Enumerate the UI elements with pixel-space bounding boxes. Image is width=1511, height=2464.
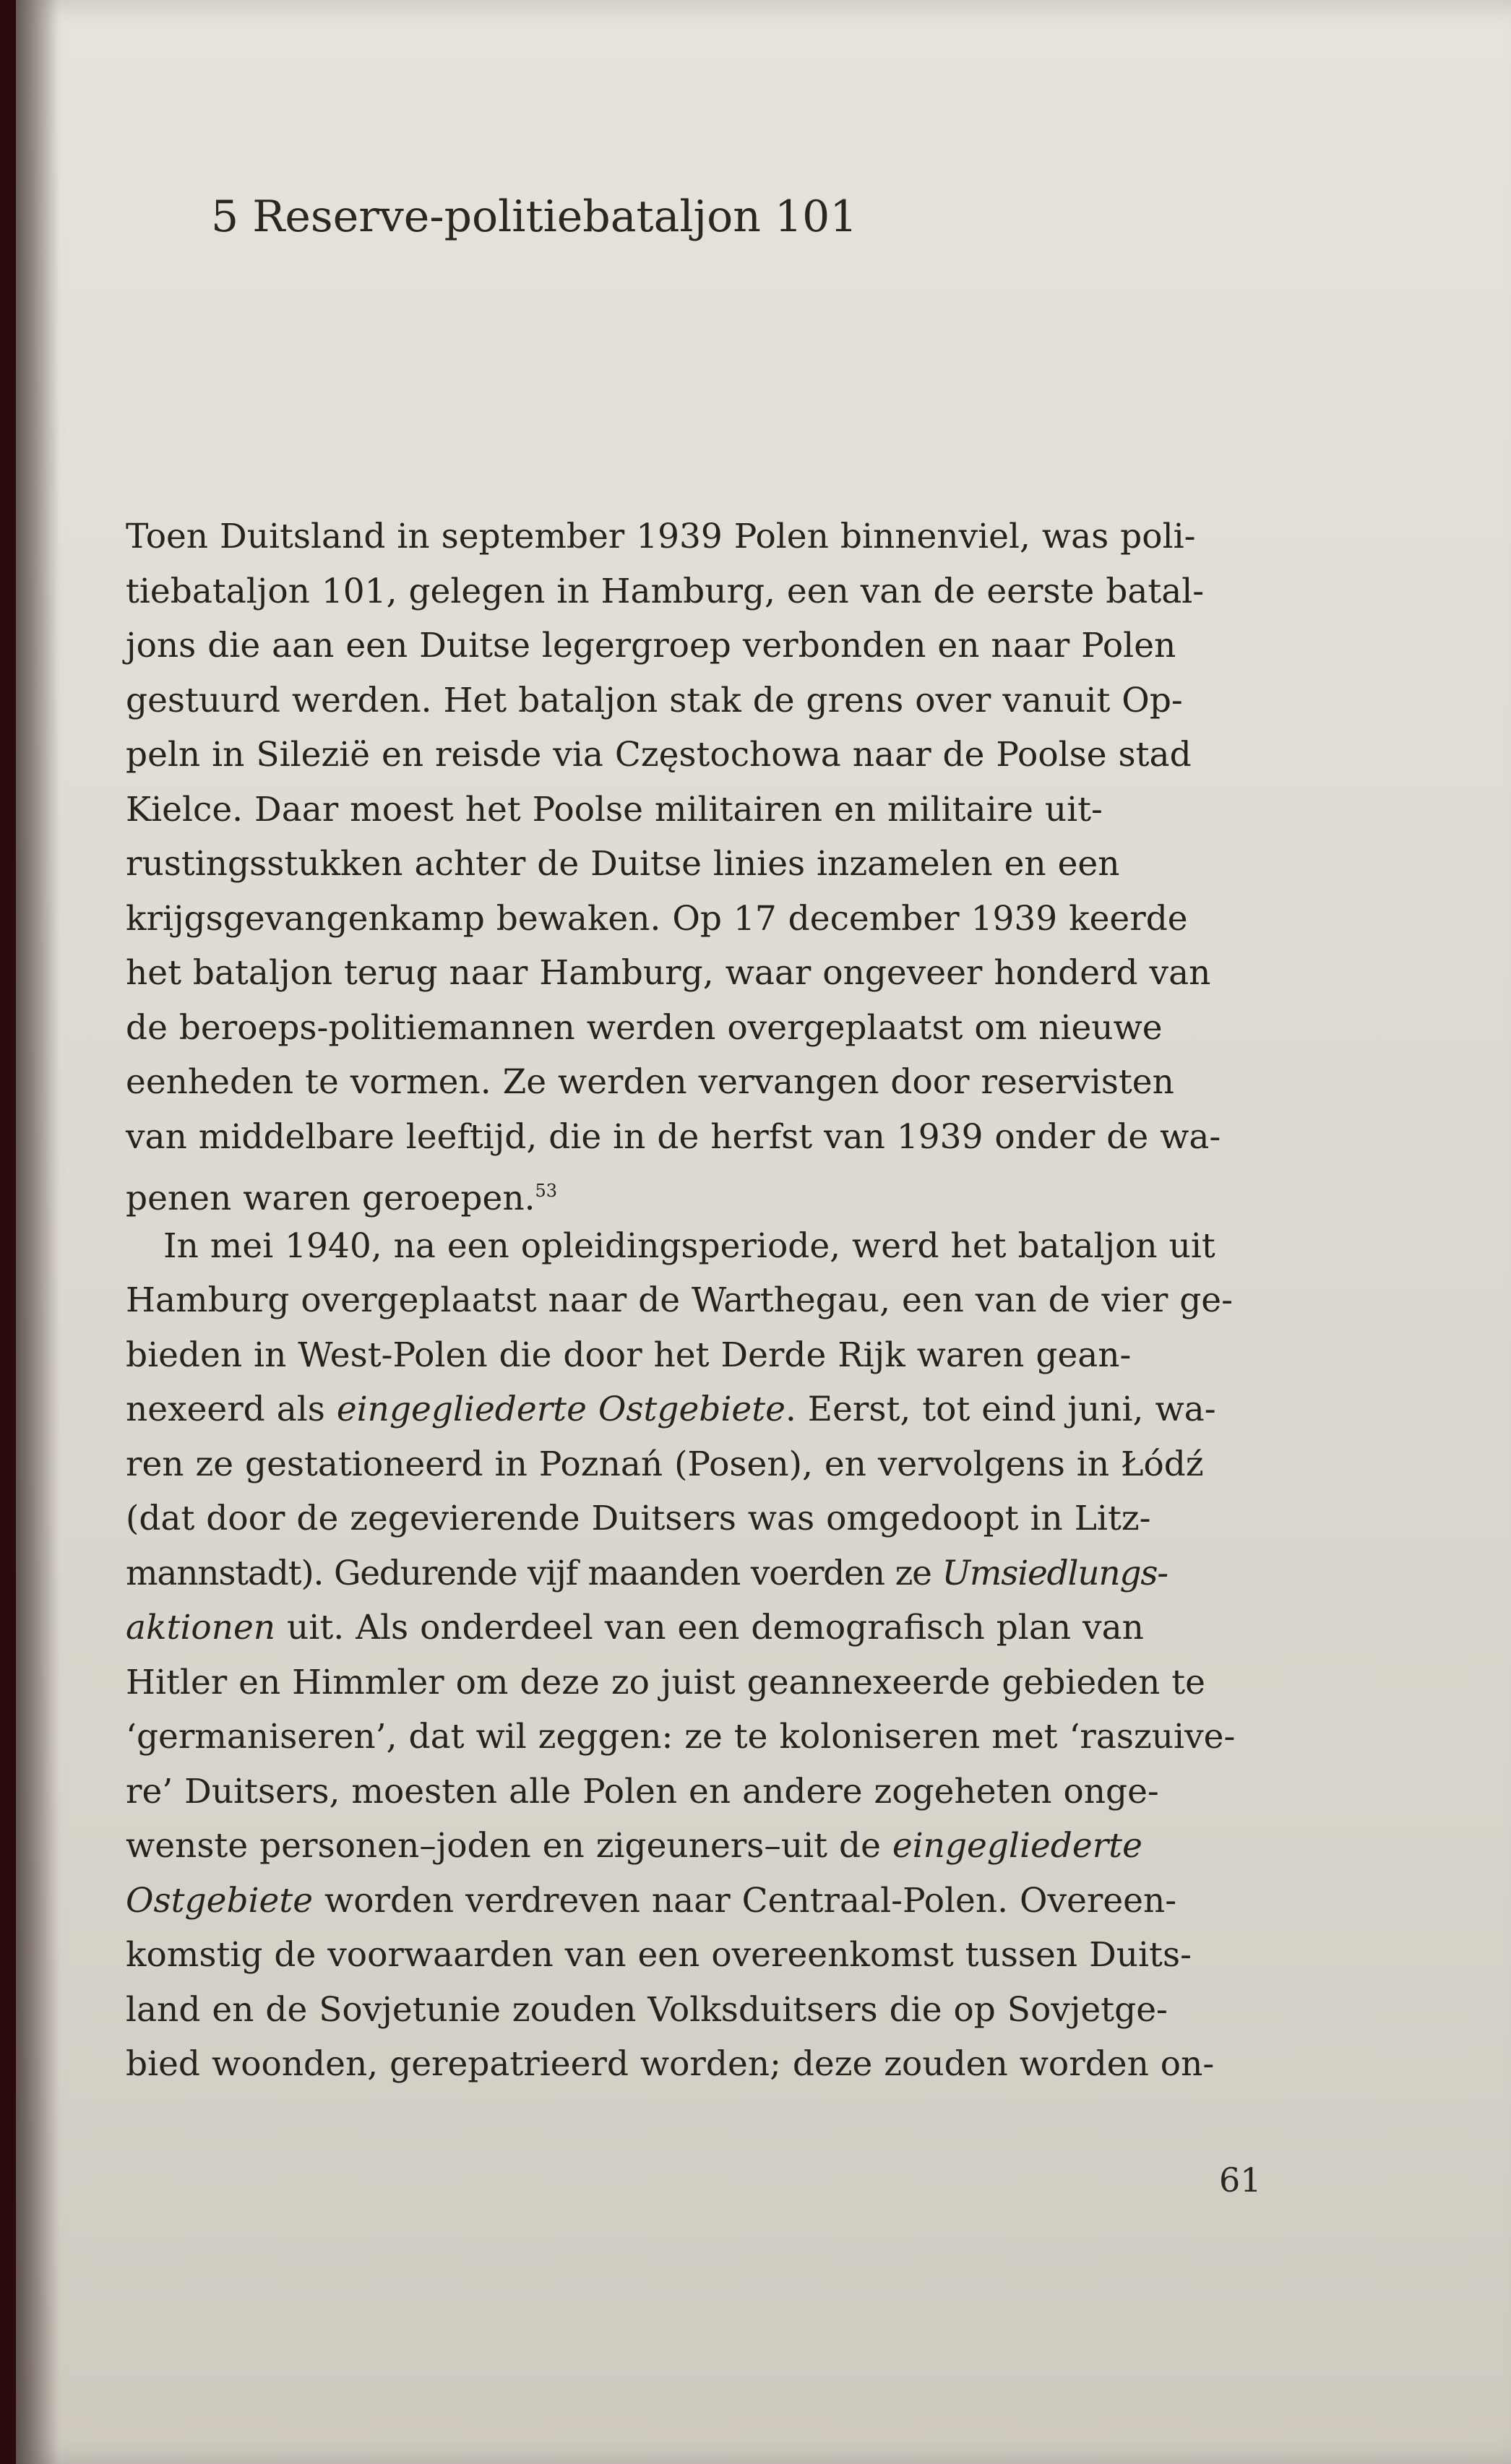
text-line: rustingsstukken achter de Duitse linies inzamelen en een [126, 844, 1120, 884]
text-line [126, 1819, 1282, 1874]
text-line: tiebataljon 101, gelegen in Hamburg, een van de eerste batal- [126, 571, 1205, 611]
footnote-ref: 53 [535, 1181, 558, 1201]
text-line [126, 1546, 1282, 1601]
text-line: de beroeps-politiemannen werden overgeplaatst om nieuwe [126, 1007, 1163, 1048]
text-line: eenheden te vormen. Ze werden vervangen door reservisten [126, 1062, 1174, 1102]
text-line: (dat door de zegevierende Duitsers was omgedoopt in Litz- [126, 1499, 1151, 1538]
text-line: het bataljon terug naar Hamburg, waar ongeveer honderd van [126, 953, 1211, 993]
text-line: peln in Silezië en reisde via Częstochowa naar de Poolse stad [126, 735, 1192, 775]
text-line: komstig de voorwaarden van een overeenkomst tussen Duits- [126, 1935, 1192, 1975]
text-line: Toen Duitsland in september 1939 Polen binnenviel, was poli- [126, 517, 1196, 556]
text-segment: mannstadt). Gedurende vijf maanden voerden ze [126, 1553, 942, 1593]
text-segment: worden verdreven naar Centraal-Polen. Overeen- [313, 1880, 1177, 1921]
italic-term: Ostgebiete [126, 1880, 314, 1921]
text-line [126, 1164, 1282, 1219]
spine-shadow [16, 0, 59, 2464]
text-line: van middelbare leeftijd, die in de herfst van 1939 onder de wa- [126, 1116, 1221, 1157]
text-line: krijgsgevangenkamp bewaken. Op 17 december 1939 keerde [126, 898, 1188, 939]
text-segment: penen waren geroepen. [126, 1179, 535, 1218]
text-line [126, 1874, 1282, 1929]
text-line [126, 1601, 1282, 1655]
text-line: In mei 1940, na een opleidingsperiode, werd het bataljon uit [163, 1225, 1215, 1266]
text-segment: nexeerd als [126, 1390, 337, 1429]
text-line: ‘germaniseren’, dat wil zeggen: ze te koloniseren met ‘raszuive- [126, 1717, 1236, 1757]
text-line: Hitler en Himmler om deze zo juist geannexeerde gebieden te [126, 1662, 1205, 1702]
text-segment: wenste personen–joden en zigeuners–uit de [126, 1826, 892, 1866]
text-segment: . Eerst, tot eind juni, wa- [785, 1390, 1216, 1429]
text-line: ren ze gestationeerd in Poznań (Posen), en vervolgens in Łódź [126, 1444, 1204, 1484]
page-sheet [16, 0, 1511, 2464]
text-line: re’ Duitsers, moesten alle Polen en andere zogeheten onge- [126, 1771, 1159, 1812]
page-number: 61 [1219, 2161, 1262, 2200]
text-line: Hamburg overgeplaatst naar de Warthegau, een van de vier ge- [126, 1280, 1234, 1320]
chapter-title: 5 Reserve-politiebataljon 101 [211, 191, 858, 242]
text-segment: uit. Als onderdeel van een demografisch plan van [275, 1608, 1144, 1647]
text-line: jons die aan een Duitse legergroep verbonden en naar Polen [126, 626, 1176, 665]
text-line: bied woonden, gerepatrieerd worden; deze zouden worden on- [126, 2044, 1215, 2084]
body-text [126, 509, 1282, 2092]
italic-term: eingegliederte [892, 1826, 1142, 1866]
text-line [126, 1382, 1282, 1437]
text-line: bieden in West-Polen die door het Derde Rijk waren gean- [126, 1335, 1132, 1375]
text-line: gestuurd werden. Het bataljon stak de grens over vanuit Op- [126, 680, 1183, 720]
italic-term: Umsiedlungs- [942, 1553, 1168, 1593]
italic-term: aktionen [126, 1608, 276, 1647]
text-line: Kielce. Daar moest het Poolse militairen en militaire uit- [126, 789, 1103, 830]
text-line: land en de Sovjetunie zouden Volksduitsers die op Sovjetge- [126, 1989, 1168, 2030]
italic-term: eingegliederte Ostgebiete [336, 1390, 785, 1429]
